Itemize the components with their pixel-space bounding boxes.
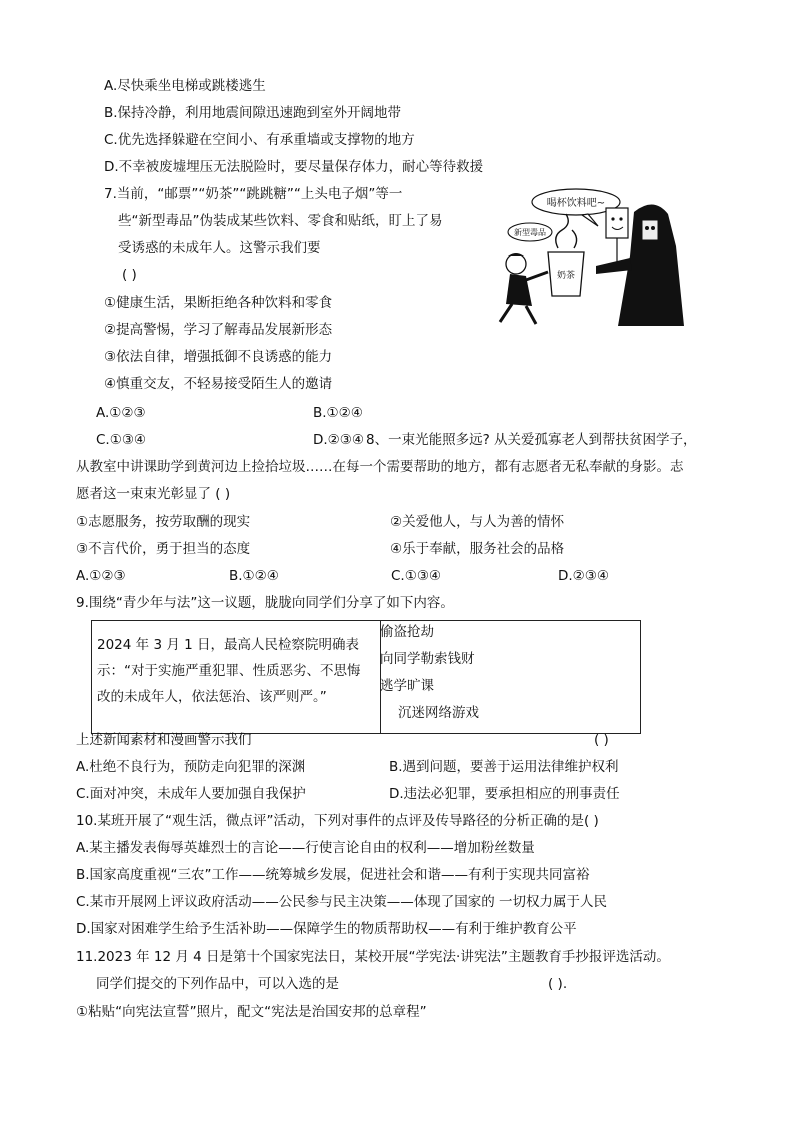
- q7-option-d: D.②③④: [313, 432, 364, 448]
- q8-stem-line1: 8、一束光能照多远? 从关爱孤寡老人到帮扶贫困学子，: [366, 432, 697, 448]
- q9-comic-caption-1: 偷盗抢劫: [380, 624, 434, 640]
- q6-option-d: D.不幸被废墟埋压无法脱险时，要尽量保存体力，耐心等待救援: [104, 159, 484, 175]
- q9-option-c: C.面对冲突，未成年人要加强自我保护: [76, 786, 306, 802]
- q9-answer-paren: ( ): [594, 732, 609, 748]
- q8-item-1: ①志愿服务，按劳取酬的现实: [76, 514, 251, 530]
- q8-item-3: ③不言代价，勇于担当的态度: [76, 541, 251, 557]
- q7-stem-line3: 受诱惑的未成年人。这警示我们要: [118, 240, 321, 256]
- q8-option-a: A.①②③: [76, 568, 126, 584]
- q7-stem-line1: 7.当前，“邮票”“奶茶”“跳跳糖”“上头电子烟”等一: [104, 186, 403, 202]
- q6-option-c: C.优先选择躲避在空间小、有承重墙或支撑物的地方: [104, 132, 415, 148]
- q6-option-b: B.保持冷静，利用地震间隙迅速跑到室外开阔地带: [104, 105, 402, 121]
- q8-option-b: B.①②④: [229, 568, 279, 584]
- q9-news-line3: 改的未成年人，依法惩治、该严则严。”: [97, 689, 327, 705]
- q10-option-c: C.某市开展网上评议政府活动——公民参与民主决策——体现了国家的 一切权力属于人民: [76, 894, 608, 910]
- q7-item-1: ①健康生活，果断拒绝各种饮料和零食: [104, 295, 333, 311]
- q7-item-4: ④慎重交友，不轻易接受陌生人的邀请: [104, 376, 333, 392]
- q6-option-a: A.尽快乘坐电梯或跳楼逃生: [104, 78, 266, 94]
- q9-option-d: D.违法必犯罪，要承担相应的刑事责任: [389, 786, 620, 802]
- q8-item-4: ④乐于奉献，服务社会的品格: [390, 541, 565, 557]
- q7-option-b: B.①②④: [313, 405, 363, 421]
- q7-option-c: C.①③④: [96, 432, 147, 448]
- boy-figure: [506, 254, 526, 274]
- q11-stem-line2: 同学们提交的下列作品中，可以入选的是: [96, 976, 339, 992]
- q10-option-a: A.某主播发表侮辱英雄烈士的言论——行使言论自由的权利——增加粉丝数量: [76, 840, 535, 856]
- cup-label-text: 新型毒品: [514, 228, 546, 237]
- q10-option-b: B.国家高度重视“三农”工作——统筹城乡发展，促进社会和谐——有利于实现共同富裕: [76, 867, 590, 883]
- q9-option-a: A.杜绝不良行为，预防走向犯罪的深渊: [76, 759, 306, 775]
- q8-item-2: ②关爱他人，与人为善的情怀: [390, 514, 565, 530]
- q8-stem-line2: 从教室中讲课助学到黄河边上捡拾垃圾……在每一个需要帮助的地方，都有志愿者无私奉献的身影。志: [76, 459, 684, 475]
- q7-stem-line2: 些“新型毒品”伪装成某些饮料、零食和贴纸，盯上了易: [118, 213, 443, 229]
- q9-comic-caption-2: 向同学勒索钱财: [380, 651, 475, 667]
- q7-answer-paren: ( ): [122, 267, 137, 283]
- q7-item-3: ③依法自律，增强抵御不良诱惑的能力: [104, 349, 333, 365]
- q8-stem-line3: 愿者这一束束光彰显了 ( ): [76, 486, 231, 502]
- smiling-mask: [606, 208, 628, 238]
- q9-stem: 9.围绕“青少年与法”这一议题，胧胧向同学们分享了如下内容。: [76, 595, 454, 611]
- q11-item-1: ①粘贴“向宪法宣誓”照片，配文“宪法是治国安邦的总章程”: [76, 1004, 427, 1020]
- q9-news-line2: 示：“对于实施严重犯罪、性质恶劣、不思悔: [97, 663, 361, 679]
- q9-comic-caption-4: 沉迷网络游戏: [398, 705, 479, 721]
- q11-answer-paren: ( ).: [548, 976, 568, 992]
- q7-option-a: A.①②③: [96, 405, 146, 421]
- q8-option-c: C.①③④: [391, 568, 442, 584]
- q9-comic-caption-3: 逃学旷课: [380, 678, 434, 694]
- bubble-text: 喝杯饮料吧~: [546, 198, 606, 209]
- q9-news-line1: 2024 年 3 月 1 日，最高人民检察院明确表: [97, 637, 359, 653]
- q7-item-2: ②提高警惕，学习了解毒品发展新形态: [104, 322, 333, 338]
- q11-stem-line1: 11.2023 年 12 月 4 日是第十个国家宪法日，某校开展“学宪法·讲宪法”主题教育手抄报评选活动。: [76, 949, 670, 965]
- q10-stem: 10.某班开展了“观生活，微点评”活动，下列对事件的点评及传导路径的分析正确的是( ): [76, 813, 599, 829]
- q9-option-b: B.遇到问题，要善于运用法律维护权利: [389, 759, 619, 775]
- drug-warning-cartoon: [486, 186, 696, 334]
- q10-option-d: D.国家对困难学生给予生活补助——保障学生的物质帮助权——有利于维护教育公平: [76, 921, 577, 937]
- q8-option-d: D.②③④: [558, 568, 609, 584]
- cup-text: 奶茶: [556, 271, 576, 281]
- q9-prompt: 上述新闻素材和漫画警示我们: [76, 732, 252, 748]
